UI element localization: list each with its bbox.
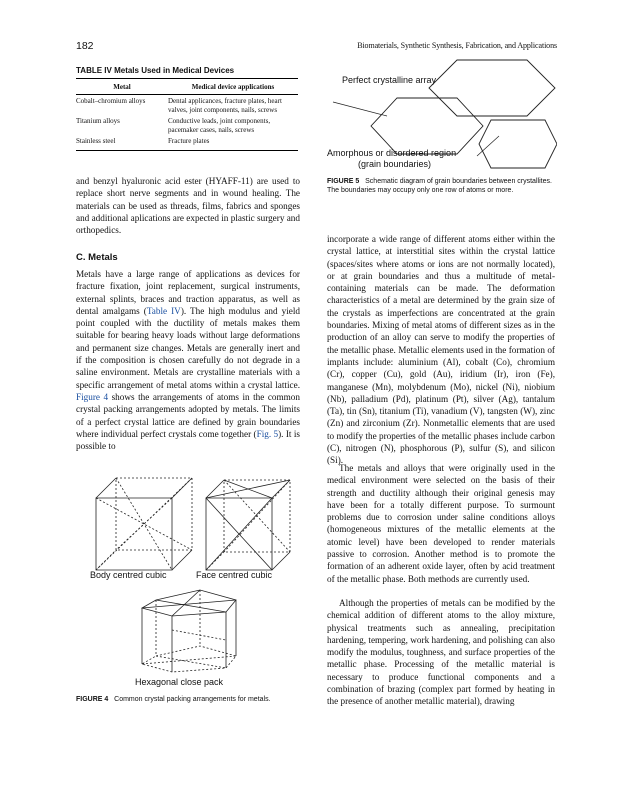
table-row [76, 115, 298, 135]
right-paragraph-3: Although the properties of metals can be modified by the chemical addition of different atoms to the alloy mixture, physical treatments such as annealing, precipitation hardening, tempering, work hardening, and polishing can also modify the modulus, toughness, and surface properties of the metallic phase. Processing of the metallic material is necessary to produce functional components and a combination of brazing (complex part formed by heating in the presence of another metallic material), drawing [327, 598, 555, 707]
page-number: 182 [76, 40, 94, 52]
table-cell-metal: Cobalt–chromium alloys [76, 97, 146, 105]
crystallite-hexagon [371, 98, 483, 154]
figure-5-label-amorphous: Amorphous or disordered region [327, 148, 457, 158]
paragraph-text: ). The high modulus and yield point coupled with the ductility of metals makes them suitable for bearing heavy loads without large deformations and permanent size changes. Metals are generally inert and if the composition is chosen carefully do not degrade in a saline environment. Metals are crystalline materials with a specific arrangement of metal atoms within a crystal lattice. [76, 305, 301, 390]
table-cell-applications: Conductive leads, joint components, pacemaker cases, nails, screws [168, 117, 271, 134]
figure-4-caption-text: Common crystal packing arrangements for metals. [114, 696, 271, 703]
figure-4-link[interactable]: Figure 4 [76, 391, 109, 402]
table-cell-applications: Dental applicances, fracture plates, heart valves, joint components, nails, screws [168, 97, 282, 114]
right-paragraph-2: The metals and alloys that were originally used in the medical environment were selected on the basis of their strength and ductility although their original genesis may have been for a totally different purpose. To surmount problems due to corrosion under saline conditions alloys (homogeneous mixtures of the metallic elements at the atomic level) have been developed to render materials passive to corrosion. Another method is to promote the formation of an adherent oxide layer, often by acid treatment of the metallic phase. Both methods are currently used. [327, 463, 555, 584]
table-cell-metal: Stainless steel [76, 137, 116, 145]
right-paragraph-1: incorporate a wide range of different atoms either within the crystal lattice, at interstitial sites within the crystal lattice (spaces/sites where atoms or ions are not normally located), or at grain boundaries and thus a multitude of metal-containing materials can be made. The deformation characteristics of a metal are determined by the grain size of the crystals as imperfections are concentrated at the grain boundaries. Mixing of metal atoms of different sizes as in the production of an alloy can serve to modify the properties of the metallic phase. Metallic elements used in the formation of implants include: aluminium (Al), cobalt (Co), chromium (Cr), copper (Cu), gold (Au), iridium (Ir), iron (Fe), manganese (Mn), molybdenum (Mo), nickel (Ni), niobium (Nb), palladium (Pd), platinum (Pt), silver (Ag), tantalum (Ta), tin (Sn), titanium (Ti), vanadium (V), tangsten (W), zinc (Zn) and zirconium (Zr). Nonmetallic elements that are used to modify the properties of the metallic phases include carbon (C), nitrogen (N), phosphorous (P), sulfur (S), and silicon (Si). [327, 234, 555, 466]
figure-5-label-perfect: Perfect crystalline array [342, 75, 437, 85]
figure-5-caption [327, 177, 555, 195]
crystallite-hexagon [429, 60, 555, 116]
figure-5-link[interactable]: Fig. 5 [256, 428, 279, 439]
bcc-cube-drawing [96, 478, 192, 570]
paragraph-text: ). It is possible to [76, 428, 300, 452]
table-title: TABLE IV Metals Used in Medical Devices [76, 66, 235, 75]
table-row [76, 95, 298, 115]
paragraph-text: shows the arrangements of atoms in the common crystal packing arrangements adopted by metals. The limits of a perfect crystal lattice are defined by grain boundaries where individual perfect crystals come together ( [76, 391, 300, 439]
column-header-metal: Metal [113, 83, 131, 91]
table-cell-metal: Titanium alloys [76, 117, 120, 125]
metals-paragraph [76, 268, 300, 452]
figure-5-label-boundaries: (grain boundaries) [358, 159, 432, 169]
figure-5-caption-label: FIGURE 5 [327, 178, 360, 185]
figure-4-caption-label: FIGURE 4 [76, 696, 109, 703]
paragraph-text: Metals have a large range of applications as devices for fracture fixation, joint replacement, surgical instruments, external splints, braces and traction apparatus, as well as dental amalgams ( [76, 269, 300, 316]
bcc-label: Body centred cubic [90, 570, 167, 580]
fcc-label: Face centred cubic [196, 570, 273, 580]
table-iv-link[interactable]: Table IV [146, 305, 181, 316]
table-row [76, 135, 298, 150]
figure-5-caption-text: Schematic diagram of grain boundaries between crystallites. The boundaries may occupy only one row of atoms or more. [327, 178, 552, 194]
section-heading: C. Metals [76, 252, 118, 263]
running-title: Biomaterials, Synthetic Synthesis, Fabrication, and Applications [357, 41, 557, 50]
figure-4-crystal-diagrams [76, 470, 300, 695]
intro-paragraph: and benzyl hyaluronic acid ester (HYAFF-11) are used to replace short nerve segments and in wound healing. The materials can be used as threads, films, fabrics and sponges and additional aplications are expected in plastic surgery and orthopedics. [76, 176, 300, 236]
table-header-row [76, 79, 298, 95]
hcp-label: Hexagonal close pack [135, 677, 224, 687]
hcp-prism-drawing [142, 590, 236, 672]
fcc-cube-drawing [206, 480, 290, 570]
table-cell-applications: Fracture plates [168, 137, 210, 145]
column-header-applications: Medical device applications [191, 83, 275, 91]
metals-table [76, 78, 298, 151]
figure-4-caption [76, 695, 271, 704]
